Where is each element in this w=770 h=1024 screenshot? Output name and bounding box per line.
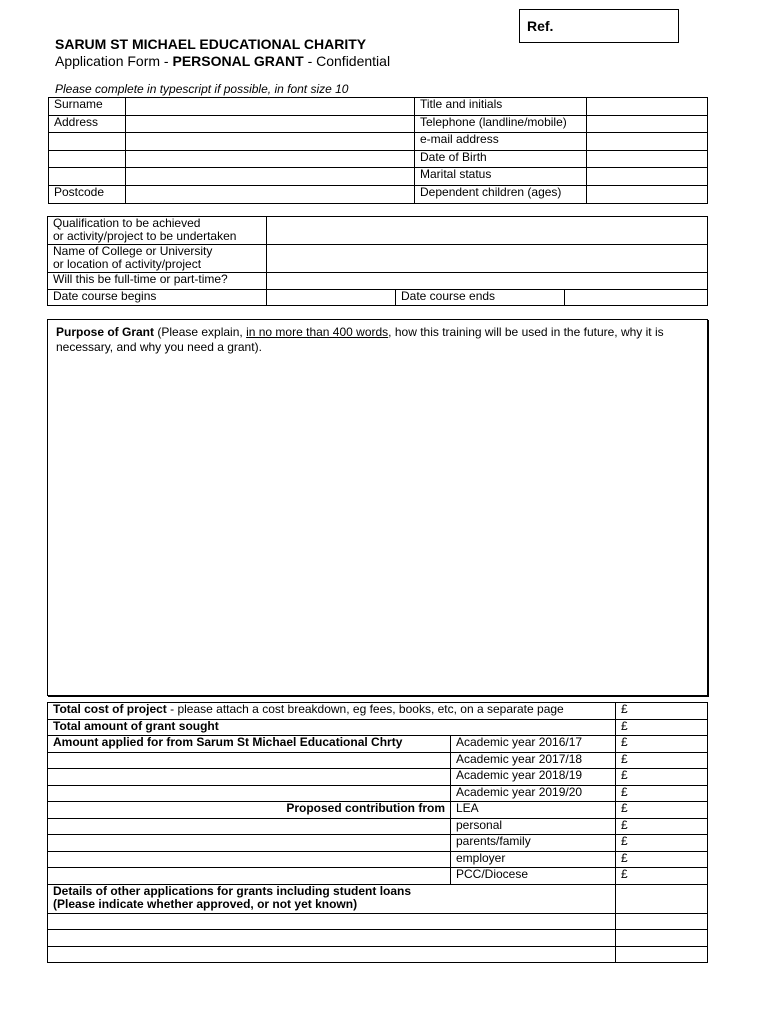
address-field-2[interactable] (126, 133, 415, 151)
address-field-3[interactable] (126, 150, 415, 168)
table-row (48, 752, 708, 769)
other-applications-field[interactable] (616, 884, 708, 913)
table-row (48, 703, 708, 720)
college-label-line1: Name of College or University (53, 244, 213, 258)
other-application-status[interactable] (616, 946, 708, 963)
form-title (55, 53, 390, 69)
table-row (48, 289, 708, 306)
table-row (48, 273, 708, 290)
email-field[interactable] (587, 133, 708, 151)
blank-cell (48, 851, 451, 868)
date-ends-label: Date course ends (396, 289, 565, 306)
instructions: Please complete in typescript if possible, in font size 10 (55, 82, 349, 96)
qualification-label-line1: Qualification to be achieved (53, 216, 201, 230)
org-name: SARUM ST MICHAEL EDUCATIONAL CHARITY (55, 36, 367, 52)
form-title-prefix: Application Form - (55, 53, 173, 69)
blank-cell (48, 818, 451, 835)
college-field[interactable] (267, 245, 708, 273)
college-label (48, 245, 267, 273)
address-field-4[interactable] (126, 168, 415, 186)
table-row (49, 168, 708, 186)
amount-applied-label: Amount applied for from Sarum St Michael Educational Chrty (48, 736, 451, 753)
mode-label: Will this be full-time or part-time? (48, 273, 267, 290)
purpose-text-underlined: in no more than 400 words (246, 325, 389, 339)
marital-status-field[interactable] (587, 168, 708, 186)
form-title-bold: PERSONAL GRANT (172, 53, 304, 69)
telephone-label: Telephone (landline/mobile) (415, 115, 587, 133)
contributor-label: personal (451, 818, 616, 835)
table-row (48, 884, 708, 913)
title-initials-field[interactable] (587, 98, 708, 116)
other-application-entry[interactable] (48, 946, 616, 963)
title-initials-label: Title and initials (415, 98, 587, 116)
other-application-status[interactable] (616, 930, 708, 947)
academic-year-field[interactable]: £ (616, 736, 708, 753)
dob-label: Date of Birth (415, 150, 587, 168)
contributor-label: employer (451, 851, 616, 868)
postcode-field[interactable] (126, 185, 415, 203)
other-application-entry[interactable] (48, 930, 616, 947)
table-row (49, 185, 708, 203)
other-applications-line2: (Please indicate whether approved, or not yet known) (53, 896, 358, 911)
blank-cell (48, 785, 451, 802)
other-application-status[interactable] (616, 913, 708, 930)
other-applications-label (48, 884, 616, 913)
form-title-suffix: - Confidential (303, 53, 391, 69)
table-row (48, 245, 708, 273)
total-cost-label-rest: - please attach a cost breakdown, eg fees, books, etc, on a separate page (166, 702, 564, 716)
costs-table (47, 702, 708, 963)
contributor-label: parents/family (451, 835, 616, 852)
address-label-blank (49, 150, 126, 168)
table-row (48, 868, 708, 885)
postcode-label: Postcode (49, 185, 126, 203)
table-row (48, 946, 708, 963)
academic-year-field[interactable]: £ (616, 752, 708, 769)
address-label-blank (49, 133, 126, 151)
table-row (48, 217, 708, 245)
total-grant-label: Total amount of grant sought (48, 719, 616, 736)
table-row (49, 150, 708, 168)
address-field-1[interactable] (126, 115, 415, 133)
total-cost-label (48, 703, 616, 720)
table-row (48, 736, 708, 753)
contributor-field[interactable]: £ (616, 835, 708, 852)
mode-field[interactable] (267, 273, 708, 290)
academic-year-label: Academic year 2016/17 (451, 736, 616, 753)
table-row (49, 98, 708, 116)
academic-year-label: Academic year 2019/20 (451, 785, 616, 802)
contributor-field[interactable]: £ (616, 851, 708, 868)
date-begins-field[interactable] (267, 289, 396, 306)
address-label: Address (49, 115, 126, 133)
qualification-field[interactable] (267, 217, 708, 245)
table-row (48, 818, 708, 835)
contributor-field[interactable]: £ (616, 802, 708, 819)
purpose-text-after: , how this training will be used in the future, why it is necessary, and why you need a grant). (56, 325, 664, 354)
dob-field[interactable] (587, 150, 708, 168)
academic-year-label: Academic year 2018/19 (451, 769, 616, 786)
email-label: e-mail address (415, 133, 587, 151)
table-row (48, 785, 708, 802)
qualification-label (48, 217, 267, 245)
qualification-label-line2: or activity/project to be undertaken (53, 229, 237, 243)
proposed-contribution-label: Proposed contribution from (48, 802, 451, 819)
ref-label: Ref. (527, 18, 554, 34)
table-row (48, 835, 708, 852)
purpose-text-before: (Please explain, (154, 325, 247, 339)
other-applications-line1: Details of other applications for grants including student loans (53, 884, 412, 898)
date-ends-field[interactable] (565, 289, 708, 306)
marital-status-label: Marital status (415, 168, 587, 186)
table-row (48, 719, 708, 736)
table-row (49, 115, 708, 133)
table-row (49, 133, 708, 151)
table-row (48, 930, 708, 947)
date-begins-label: Date course begins (48, 289, 267, 306)
total-cost-label-bold: Total cost of project (53, 702, 167, 716)
blank-cell (48, 835, 451, 852)
academic-year-label: Academic year 2017/18 (451, 752, 616, 769)
telephone-field[interactable] (587, 115, 708, 133)
academic-year-field[interactable]: £ (616, 769, 708, 786)
dependent-children-field[interactable] (587, 185, 708, 203)
address-label-blank (49, 168, 126, 186)
contributor-field[interactable]: £ (616, 868, 708, 885)
college-label-line2: or location of activity/project (53, 257, 202, 271)
contributor-label: LEA (451, 802, 616, 819)
table-row (48, 851, 708, 868)
surname-field[interactable] (126, 98, 415, 116)
purpose-of-grant-box[interactable] (47, 319, 708, 696)
surname-label: Surname (49, 98, 126, 116)
contributor-field[interactable]: £ (616, 818, 708, 835)
course-details-table (47, 216, 708, 306)
contributor-label: PCC/Diocese (451, 868, 616, 885)
purpose-heading: Purpose of Grant (56, 325, 155, 339)
other-application-entry[interactable] (48, 913, 616, 930)
blank-cell (48, 769, 451, 786)
table-row (48, 769, 708, 786)
personal-details-table (48, 97, 708, 204)
dependent-children-label: Dependent children (ages) (415, 185, 587, 203)
blank-cell (48, 752, 451, 769)
total-grant-field[interactable]: £ (616, 719, 708, 736)
table-row (48, 802, 708, 819)
ref-box[interactable] (519, 9, 679, 43)
blank-cell (48, 868, 451, 885)
academic-year-field[interactable]: £ (616, 785, 708, 802)
total-cost-field[interactable]: £ (616, 703, 708, 720)
table-row (48, 913, 708, 930)
